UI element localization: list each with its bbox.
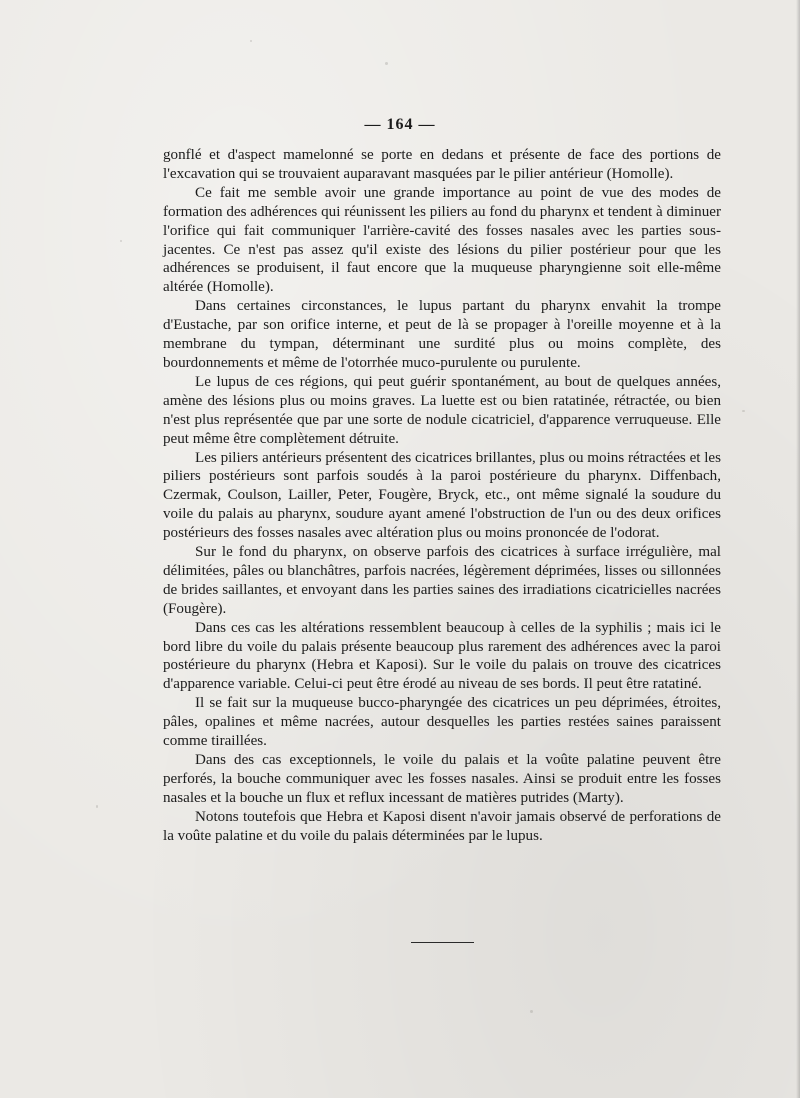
paragraph: gonflé et d'aspect mamelonné se porte en dedans et présente de face des portions de l'excavation qui se trouvaient auparavant masquées par le pilier antérieur (Homolle).	[163, 147, 721, 182]
paper-speck	[250, 40, 252, 42]
paragraph: Ce fait me semble avoir une grande importance au point de vue des modes de formation des adhérences qui réunissent les piliers au fond du pharynx et tendent à diminuer l'orifice qui fait communiquer l'arrière-cavité des fosses nasales avec les parties sous-jacentes. Ce n'est pas assez qu'il existe des lésions du pilier postérieur pour que les adhérences se produisent, il faut encore que la muqueuse pharyngienne soit elle-même altérée (Homolle).	[163, 184, 721, 296]
paper-speck	[742, 410, 745, 412]
paragraph: Dans certaines circonstances, le lupus partant du pharynx envahit la trompe d'Eustache, par son orifice interne, et peut de là se propager à l'oreille moyenne et à la membrane du tympan, déterminant une surdité plus ou moins complète, des bourdonnements et même de l'otorrhée muco-purulente ou purulente.	[163, 298, 721, 371]
paragraph: Les piliers antérieurs présentent des cicatrices brillantes, plus ou moins rétractées et les piliers postérieurs sont parfois soudés à la paroi postérieure du pharynx. Diffenbach, Czermak, Coulson, Lailler, Peter, Fougère, Bryck, etc., ont même signalé la soudure du voile du palais au pharynx, soudure ayant amené l'obstruction de l'un ou des deux orifices postérieurs des fosses nasales avec altération plus ou moins prononcée de l'odorat.	[163, 449, 721, 542]
paper-speck	[530, 1010, 533, 1013]
paragraph: Dans ces cas les altérations ressemblent beaucoup à celles de la syphilis ; mais ici le bord libre du voile du palais présente beaucoup plus rarement des adhérences avec la paroi postérieure du pharynx (Hebra et Kaposi). Sur le voile du palais on trouve des cicatrices d'apparence variable. Celui-ci peut être érodé au niveau de ses bords. Il peut être ratatiné.	[163, 619, 721, 693]
page-number: — 164 —	[364, 116, 436, 133]
paragraph: Il se fait sur la muqueuse bucco-pharyngée des cicatrices un peu déprimées, étroites, pâles, opalines et même nacrées, autour desquelles les parties restées saines paraissent comme tiraillées.	[163, 695, 721, 750]
paper-speck	[385, 62, 388, 65]
body-text	[163, 146, 721, 846]
paper-speck	[120, 240, 122, 242]
paragraph: Dans des cas exceptionnels, le voile du palais et la voûte palatine peuvent être perforés, la bouche communiquer avec les fosses nasales. Ainsi se produit entre les fosses nasales et la bouche un flux et reflux incessant de matières putrides (Marty).	[163, 752, 721, 806]
page-edge-shadow	[796, 0, 800, 1098]
paper-speck	[96, 805, 98, 808]
paragraph: Notons toutefois que Hebra et Kaposi disent n'avoir jamais observé de perforations de la voûte palatine et du voile du palais déterminées par le lupus.	[163, 808, 721, 844]
paragraph: Sur le fond du pharynx, on observe parfois des cicatrices à surface irrégulière, mal délimitées, pâles ou blanchâtres, parfois nacrées, légèrement déprimées, lisses ou sillonnées de brides saillantes, et envoyant dans les parties saines des irradiations cicatricielles nacrées (Fougère).	[163, 544, 721, 617]
end-rule	[411, 942, 474, 943]
paragraph: Le lupus de ces régions, qui peut guérir spontanément, au bout de quelques années, amène des lésions plus ou moins graves. La luette est ou bien ratatinée, rétractée, ou bien n'est plus représentée que par une sorte de nodule cicatriciel, d'apparence verruqueuse. Elle peut même être complètement détruite.	[163, 373, 721, 447]
